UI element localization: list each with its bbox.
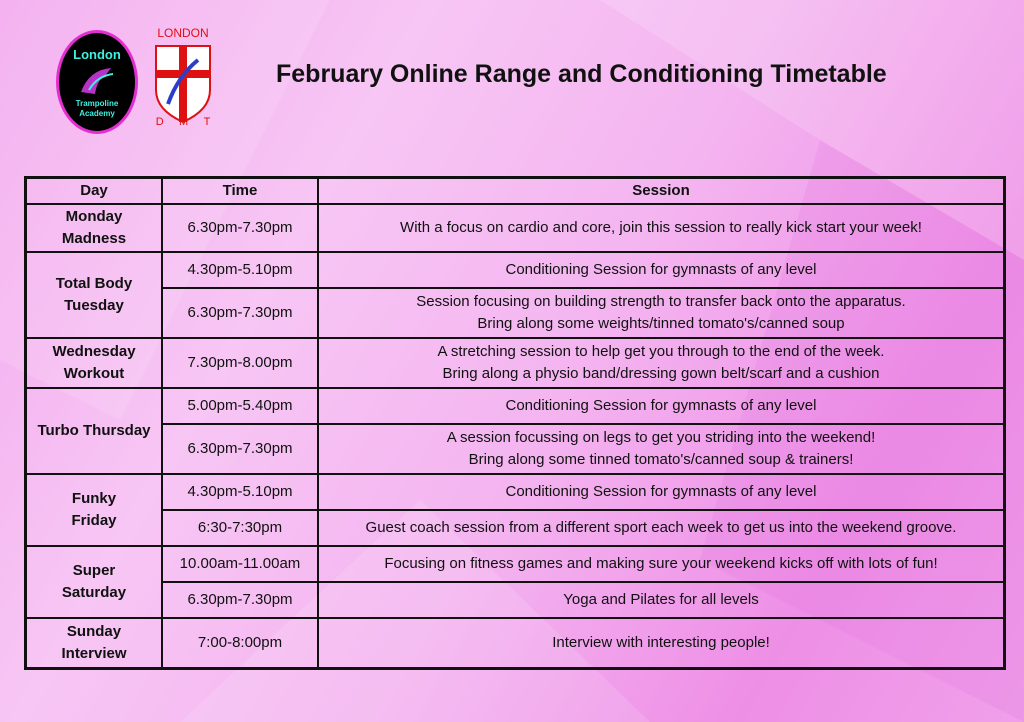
table-row — [26, 388, 1005, 424]
time-cell: 6.30pm-7.30pm — [162, 288, 318, 338]
session-cell: Session focusing on building strength to transfer back onto the apparatus. Bring along some weights/tinned tomato's/canned soup — [318, 288, 1005, 338]
time-cell: 5.00pm-5.40pm — [162, 388, 318, 424]
table-row — [26, 582, 1005, 618]
trampolinist-icon — [75, 64, 119, 98]
column-header-time: Time — [162, 178, 318, 205]
column-header-session: Session — [318, 178, 1005, 205]
session-cell: A session focussing on legs to get you striding into the weekend! Bring along some tinned tomato's/canned soup & trainers! — [318, 424, 1005, 474]
page-title: February Online Range and Conditioning Timetable — [276, 60, 887, 88]
day-cell: Wednesday Workout — [26, 338, 163, 388]
table-row — [26, 474, 1005, 510]
session-cell: Focusing on fitness games and making sure your weekend kicks off with lots of fun! — [318, 546, 1005, 582]
table-row — [26, 618, 1005, 668]
time-cell: 6.30pm-7.30pm — [162, 582, 318, 618]
day-cell: Turbo Thursday — [26, 388, 163, 474]
session-cell: Guest coach session from a different sport each week to get us into the weekend groove. — [318, 510, 1005, 546]
day-cell: Funky Friday — [26, 474, 163, 546]
london-dmt-logo: LONDON D M T — [148, 26, 218, 132]
session-cell: With a focus on cardio and core, join this session to really kick start your week! — [318, 204, 1005, 252]
session-cell: Conditioning Session for gymnasts of any level — [318, 252, 1005, 288]
session-cell: A stretching session to help get you through to the end of the week. Bring along a physio band/dressing gown belt/scarf and a cushion — [318, 338, 1005, 388]
table-row — [26, 546, 1005, 582]
table-row — [26, 252, 1005, 288]
time-cell: 10.00am-11.00am — [162, 546, 318, 582]
day-cell: Sunday Interview — [26, 618, 163, 668]
time-cell: 4.30pm-5.10pm — [162, 252, 318, 288]
session-cell: Conditioning Session for gymnasts of any level — [318, 388, 1005, 424]
london-trampoline-academy-logo: London Trampoline Academy — [56, 30, 138, 134]
timetable — [24, 176, 1006, 670]
time-cell: 6.30pm-7.30pm — [162, 424, 318, 474]
session-cell: Conditioning Session for gymnasts of any level — [318, 474, 1005, 510]
time-cell: 4.30pm-5.10pm — [162, 474, 318, 510]
day-cell: Super Saturday — [26, 546, 163, 618]
time-cell: 7:00-8:00pm — [162, 618, 318, 668]
session-cell: Interview with interesting people! — [318, 618, 1005, 668]
day-cell: Total Body Tuesday — [26, 252, 163, 338]
day-cell: Monday Madness — [26, 204, 163, 252]
time-cell: 6.30pm-7.30pm — [162, 204, 318, 252]
table-row — [26, 510, 1005, 546]
time-cell: 7.30pm-8.00pm — [162, 338, 318, 388]
table-row — [26, 424, 1005, 474]
time-cell: 6:30-7:30pm — [162, 510, 318, 546]
table-row — [26, 204, 1005, 252]
table-row — [26, 288, 1005, 338]
column-header-day: Day — [26, 178, 163, 205]
page-header — [0, 0, 1024, 160]
table-header-row — [26, 178, 1005, 205]
table-row — [26, 338, 1005, 388]
session-cell: Yoga and Pilates for all levels — [318, 582, 1005, 618]
